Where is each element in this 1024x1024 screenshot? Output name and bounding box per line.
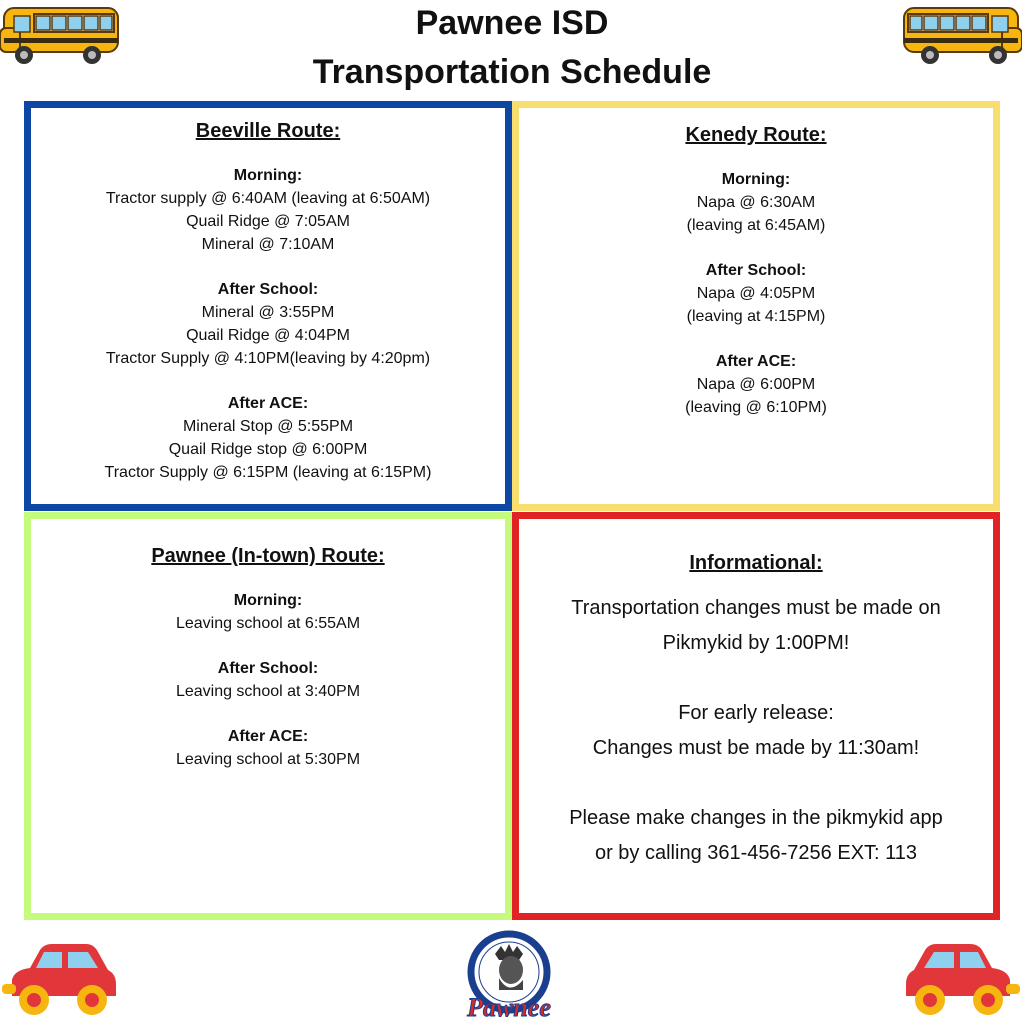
informational-title: Informational: [689,552,823,574]
info-line: Transportation changes must be made on [571,597,941,619]
beeville-morning-line: Quail Ridge @ 7:05AM [186,213,350,230]
pawnee-after-school-heading: After School: [217,660,319,677]
pawnee-route-title: Pawnee (In-town) Route: [151,545,385,567]
pawnee-morning-heading: Morning: [233,592,303,609]
kenedy-route-box [512,101,1000,511]
page-title-line-1: Pawnee ISD [415,4,609,42]
pawnee-after-ace-heading: After ACE: [227,728,309,745]
kenedy-after-ace-line: (leaving @ 6:10PM) [685,399,827,416]
informational-box [512,512,1000,920]
kenedy-morning-line: (leaving at 6:45AM) [686,217,826,234]
beeville-after-school-line: Quail Ridge @ 4:04PM [186,327,350,344]
school-bus-icon [900,0,1022,68]
info-line: Please make changes in the pikmykid app [569,807,943,829]
red-car-icon [904,940,1022,1018]
school-bus-icon [0,0,122,68]
beeville-after-school-line: Tractor Supply @ 4:10PM(leaving by 4:20pm) [105,350,431,367]
logo-name: Pawnee [467,993,551,1022]
info-line: Pikmykid by 1:00PM! [662,632,850,654]
pawnee-morning-line: Leaving school at 6:55AM [175,615,361,632]
kenedy-after-school-heading: After School: [705,262,807,279]
beeville-morning-heading: Morning: [233,167,303,184]
kenedy-route-title: Kenedy Route: [685,124,827,146]
beeville-after-ace-line: Quail Ridge stop @ 6:00PM [168,441,368,458]
beeville-morning-line: Tractor supply @ 6:40AM (leaving at 6:50AM) [105,190,431,207]
beeville-after-ace-heading: After ACE: [227,395,309,412]
beeville-after-school-heading: After School: [217,281,319,298]
pawnee-after-school-line: Leaving school at 3:40PM [175,683,361,700]
kenedy-after-ace-line: Napa @ 6:00PM [696,376,816,393]
kenedy-after-school-line: (leaving at 4:15PM) [686,308,826,325]
pawnee-route-box [24,512,512,920]
pawnee-logo [453,930,565,1024]
beeville-after-school-line: Mineral @ 3:55PM [201,304,335,321]
beeville-route-title: Beeville Route: [195,120,341,142]
kenedy-morning-heading: Morning: [721,171,791,188]
kenedy-after-school-line: Napa @ 4:05PM [696,285,816,302]
pawnee-after-ace-line: Leaving school at 5:30PM [175,751,361,768]
info-line: Changes must be made by 11:30am! [592,737,920,759]
info-line: For early release: [678,702,834,724]
beeville-route-box [24,101,512,511]
beeville-after-ace-line: Tractor Supply @ 6:15PM (leaving at 6:15PM) [104,464,432,481]
info-line: or by calling 361-456-7256 EXT: 113 [594,842,918,864]
red-car-icon [0,940,118,1018]
beeville-after-ace-line: Mineral Stop @ 5:55PM [182,418,354,435]
beeville-morning-line: Mineral @ 7:10AM [201,236,335,253]
kenedy-morning-line: Napa @ 6:30AM [696,194,816,211]
kenedy-after-ace-heading: After ACE: [715,353,797,370]
page-title-line-2: Transportation Schedule [312,53,712,91]
